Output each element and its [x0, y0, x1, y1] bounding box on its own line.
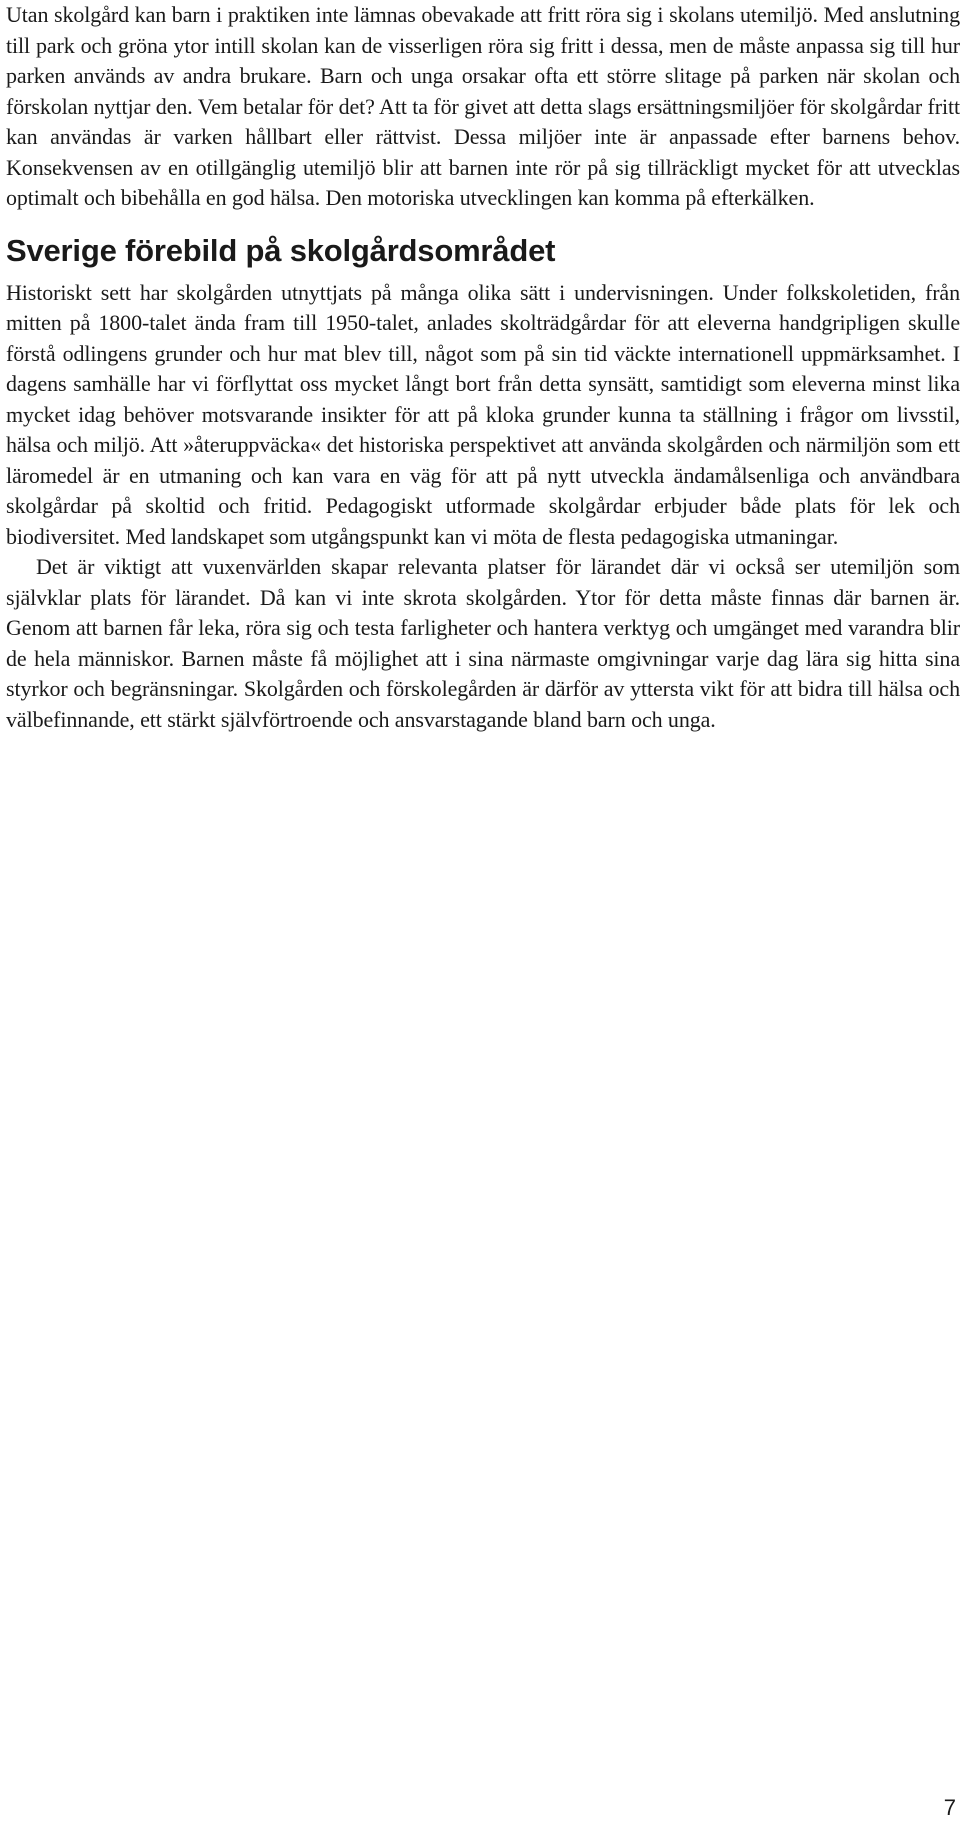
section-paragraph-2: Det är viktigt att vuxenvärlden skapar relevanta platser för lärandet där vi också ser utemiljön som självklar plats för lärandet. Då kan vi inte skrota skolgården. Ytor för detta måste finnas där barnen är. Genom att barnen får leka, röra sig och testa farligheter och hantera verktyg och umgänget med varandra blir de hela människor. Barnen måste få möjlighet att i sina närmaste omgivningar varje dag lära sig hitta sina styrkor och begränsningar. Skolgården och förskolegården är därför av yttersta vikt för att bidra till hälsa och välbefinnande, ett stärkt självförtroende och ansvarstagande bland barn och unga.: [6, 554, 960, 732]
section-heading: Sverige förebild på skolgårdsområdet: [6, 232, 556, 268]
page-number: 7: [943, 1795, 956, 1820]
section-paragraph-1: Historiskt sett har skolgården utnyttjats på många olika sätt i undervisningen. Under folkskoletiden, från mitten på 1800-talet ända fram till 1950-talet, anlades skolträdgårdar för att eleverna handgripligen skulle förstå odlingens grunder och hur mat blev till, något som på sin tid väckte internationell uppmärksamhet. I dagens samhälle har vi förflyttat oss mycket långt bort från detta synsätt, samtidigt som eleverna minst lika mycket idag behöver motsvarande insikter för att på kloka grunder kunna ta ställning i frågor om livsstil, hälsa och miljö. Att »återuppväcka« det historiska perspektivet att använda skolgården och närmiljön som ett läromedel är en utmaning och kan vara en väg för att på nytt utveckla ändamålsenliga och användbara skolgårdar på skoltid och fritid. Pedagogiskt utformade skolgårdar erbjuder både plats för lek och biodiversitet. Med landskapet som utgångspunkt kan vi möta de flesta pedagogiska utmaningar.: [6, 279, 960, 549]
intro-paragraph: Utan skolgård kan barn i praktiken inte lämnas obevakade att fritt röra sig i skolans utemiljö. Med anslutning till park och gröna ytor intill skolan kan de visserligen röra sig fritt i dessa, men de måste anpassa sig till hur parken används av andra brukare. Barn och unga orsakar ofta ett större slitage på parken när skolan och förskolan nyttjar den. Vem betalar för det? Att ta för givet att detta slags ersättningsmiljöer för skolgårdar fritt kan användas är varken hållbart eller rättvist. Dessa miljöer inte är anpassade efter barnens behov. Konsekvensen av en otillgänglig utemiljö blir att barnen inte rör på sig tillräckligt mycket för att utvecklas optimalt och bibehålla en god hälsa. Den motoriska utvecklingen kan komma på efterkälken.: [6, 2, 960, 210]
document-page: [6, 0, 960, 735]
